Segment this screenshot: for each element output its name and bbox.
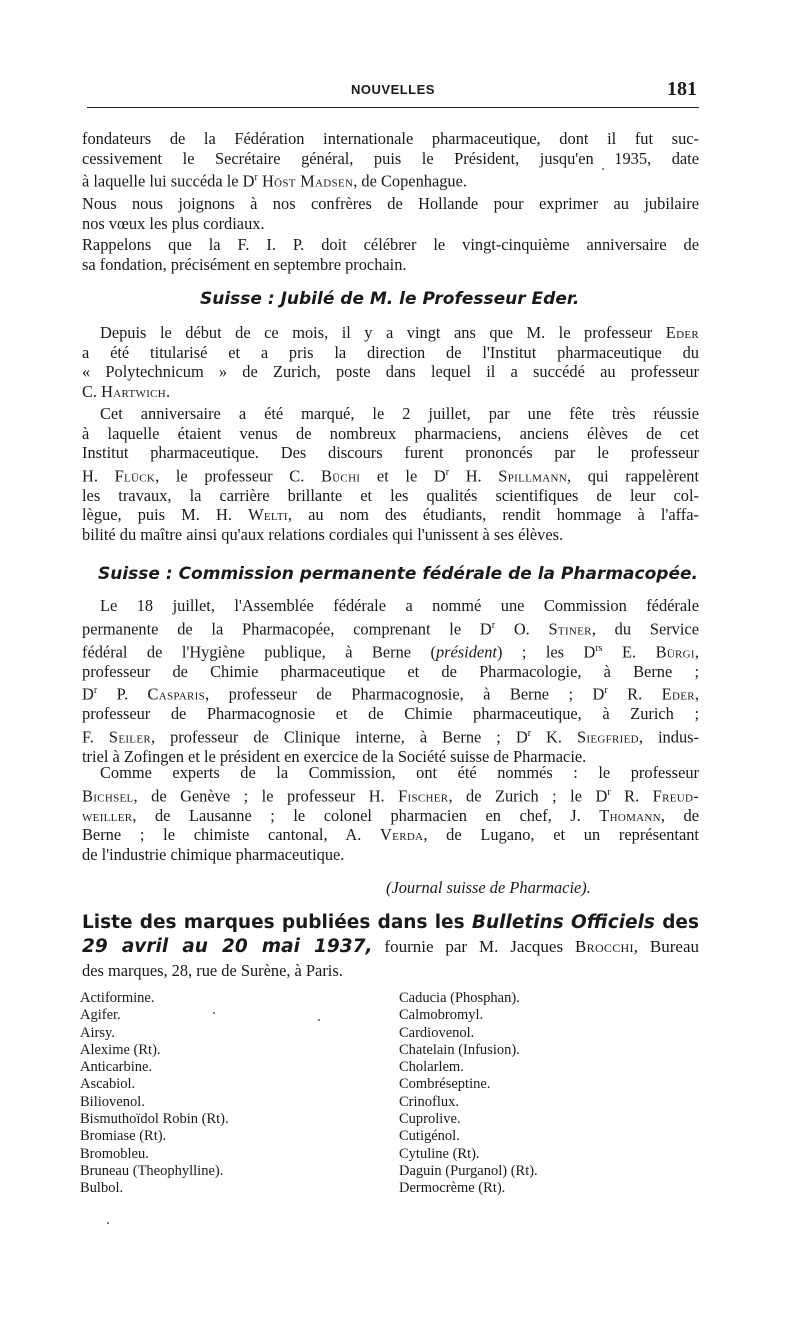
text-line: F. Seiler, professeur de Clinique interne, à Berne ; $D^r$ K. Siegfried, indus- bbox=[82, 727, 699, 747]
page-number: 181 bbox=[667, 78, 697, 100]
paragraph-fip-founders bbox=[82, 129, 699, 191]
section-title: NOUVELLES bbox=[351, 82, 435, 97]
brand-item: Airsy. bbox=[80, 1024, 115, 1041]
paragraph-fip-anniversary bbox=[82, 235, 699, 274]
text-line: professeur de Pharmacognosie et de Chimie pharmaceutique, à Zurich ; bbox=[82, 704, 699, 724]
text-line: Le 18 juillet, l'Assemblée fédérale a nommé une Commission fédérale bbox=[100, 596, 699, 615]
brand-item: Daguin (Purganol) (Rt). bbox=[399, 1162, 538, 1179]
print-speck bbox=[602, 168, 604, 170]
text-line: Comme experts de la Commission, ont été nommés : le professeur bbox=[100, 763, 699, 782]
text-line: Institut pharmaceutique. Des discours furent prononcés par le professeur bbox=[82, 443, 699, 463]
text-line: Rappelons que la F. I. P. doit célébrer le vingt-cinquième anniversaire de bbox=[82, 235, 699, 254]
paragraph-eder-appointment bbox=[82, 323, 699, 401]
heading-pharmacopoeia-commission: Suisse : Commission permanente fédérale de la Pharmacopée. bbox=[98, 564, 698, 584]
brand-item: Crinoflux. bbox=[399, 1093, 460, 1110]
brand-item: Bulbol. bbox=[80, 1180, 124, 1197]
brand-item: Cardiovenol. bbox=[399, 1024, 475, 1041]
brand-item: Chatelain (Infusion). bbox=[399, 1041, 520, 1058]
header-rule bbox=[87, 107, 699, 108]
brand-item: Calmobromyl. bbox=[399, 1007, 484, 1024]
text-line: les travaux, la carrière brillante et les qualités scientifiques de leur col- bbox=[82, 485, 699, 505]
running-header bbox=[87, 78, 699, 102]
brand-item: Biliovenol. bbox=[80, 1093, 145, 1110]
print-speck bbox=[107, 1222, 109, 1224]
heading-eder-jubilee: Suisse : Jubilé de M. le Professeur Eder. bbox=[200, 289, 580, 309]
heading-brand-list bbox=[82, 911, 699, 982]
text-line: 29 avril au 20 mai 1937, fournie par M. Jacques Brocchi, Bureau bbox=[82, 936, 700, 957]
text-line: Liste des marques publiées dans les Bulletins Officiels des bbox=[82, 912, 699, 933]
text-line: fondateurs de la Fédération internationale pharmaceutique, dont il fut suc- bbox=[82, 129, 699, 148]
text-line: Nous nous joignons à nos confrères de Hollande pour exprimer au jubilaire bbox=[82, 194, 699, 213]
brand-item: Bruneau (Theophylline). bbox=[80, 1162, 224, 1179]
brand-item: Dermocrème (Rt). bbox=[399, 1180, 506, 1197]
paragraph-experts bbox=[82, 763, 699, 864]
brand-item: Caducia (Phosphan). bbox=[399, 990, 520, 1006]
text-line: nos vœux les plus cordiaux. bbox=[82, 213, 265, 233]
text-line: professeur de Chimie pharmaceutique et de Pharmacologie, à Berne ; bbox=[82, 661, 699, 681]
text-line: à laquelle étaient venus de nombreux pharmaciens, anciens élèves de cet bbox=[82, 423, 699, 443]
brand-item: Cholarlem. bbox=[399, 1059, 464, 1076]
brand-item: Anticarbine. bbox=[80, 1059, 153, 1076]
paragraph-eder-celebration bbox=[82, 404, 699, 545]
text-line: fédéral de l'Hygiène publique, à Berne (président) ; les $D^{rs}$ E. Bürgi, bbox=[82, 642, 699, 662]
text-line: $D^r$ P. Casparis, professeur de Pharmacognosie, à Berne ; $D^r$ R. Eder, bbox=[82, 684, 699, 704]
brand-item: Bromiase (Rt). bbox=[80, 1128, 167, 1145]
text-line: à laquelle lui succéda le $D^r$ Höst Madsen, de Copenhague. bbox=[82, 171, 467, 191]
brand-item: Bromobleu. bbox=[80, 1145, 149, 1162]
text-line: bilité du maître ainsi qu'aux relations cordiales qui l'unissent à ses élèves. bbox=[82, 525, 564, 545]
brand-item: Alexime (Rt). bbox=[80, 1041, 161, 1058]
text-line: sa fondation, précisément en septembre prochain. bbox=[82, 254, 407, 274]
text-line: Cet anniversaire a été marqué, le 2 juillet, par une fête très réussie bbox=[100, 404, 699, 423]
text-line: « Polytechnicum » de Zurich, poste dans lequel il a succédé au professeur bbox=[82, 362, 699, 382]
brand-item: Agifer. bbox=[80, 1007, 121, 1024]
text-line: permanente de la Pharmacopée, comprenant le $D^r$ O. Stiner, du Service bbox=[82, 619, 699, 639]
brand-item: Cytuline (Rt). bbox=[399, 1145, 480, 1162]
brand-item: Actiformine. bbox=[80, 990, 155, 1006]
text-line: cessivement le Secrétaire général, puis le Président, jusqu'en 1935, date bbox=[82, 148, 699, 168]
brand-item: Cutigénol. bbox=[399, 1128, 460, 1145]
text-line: Bichsel, de Genève ; le professeur H. Fischer, de Zurich ; le $D^r$ R. Freud- bbox=[82, 786, 699, 806]
text-line: des marques, 28, rue de Surène, à Paris. bbox=[82, 961, 343, 980]
text-line: triel à Zofingen et le président en exercice de la Société suisse de Pharmacie. bbox=[82, 747, 587, 767]
brand-item: Cuprolive. bbox=[399, 1111, 461, 1128]
text-line: a été titularisé et a pris la direction de l'Institut pharmaceutique du bbox=[82, 342, 699, 362]
paragraph-wishes bbox=[82, 194, 699, 233]
text-line: H. Flück, le professeur C. Büchi et le $D^r$ H. Spillmann, qui rappelèrent bbox=[82, 466, 699, 486]
source-citation: (Journal suisse de Pharmacie). bbox=[386, 878, 591, 897]
text-line: C. Hartwich. bbox=[82, 381, 171, 401]
print-speck bbox=[318, 1019, 320, 1021]
text-line: de l'industrie chimique pharmaceutique. bbox=[82, 844, 345, 864]
text-line: Depuis le début de ce mois, il y a vingt ans que M. le professeur Eder bbox=[100, 323, 699, 342]
text-line: Berne ; le chimiste cantonal, A. Verda, de Lugano, et un représentant bbox=[82, 825, 699, 845]
brand-list-right bbox=[399, 990, 538, 1198]
brand-list-left bbox=[80, 990, 229, 1198]
brand-item: Combréseptine. bbox=[399, 1076, 491, 1093]
text-line: weiller, de Lausanne ; le colonel pharmacien en chef, J. Thomann, de bbox=[82, 805, 699, 825]
brand-item: Bismuthoïdol Robin (Rt). bbox=[80, 1111, 229, 1128]
paragraph-commission-members bbox=[82, 596, 699, 767]
text-line: lègue, puis M. H. Welti, au nom des étudiants, rendit hommage à l'affa- bbox=[82, 505, 700, 525]
brand-item: Ascabiol. bbox=[80, 1076, 136, 1093]
print-speck bbox=[213, 1012, 215, 1014]
